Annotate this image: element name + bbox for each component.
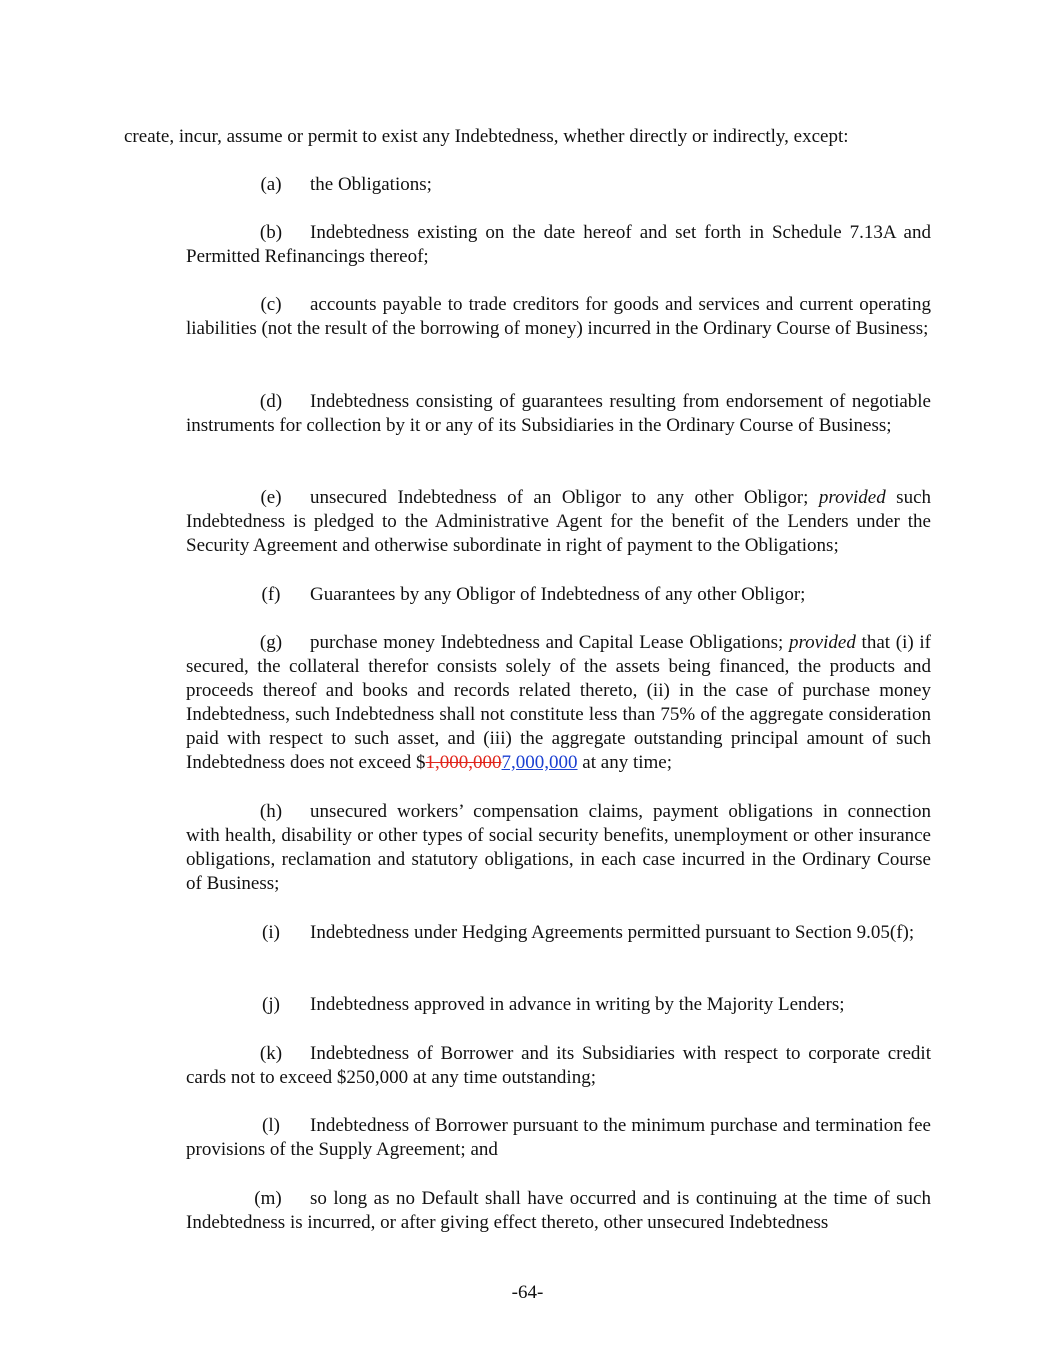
clause-label: (c)	[260, 294, 282, 315]
clause-label: (i)	[262, 922, 280, 943]
clause-h	[186, 800, 931, 896]
clause-label: (m)	[254, 1188, 282, 1209]
clause-l	[186, 1114, 931, 1162]
clause-k	[186, 1042, 931, 1090]
clause-text: unsecured workers’ compensation claims, payment obligations in connection with health, disability or other types of social security benefits, unemployment or other insurance obligations, reclamation and statutory obligations, in each case incurred in the Ordinary Course of Business;	[186, 801, 931, 894]
clause-label: (g)	[259, 632, 283, 653]
clause-text-pre: purchase money Indebtedness and Capital Lease Obligations;	[310, 632, 789, 653]
clause-j	[186, 993, 931, 1017]
clause-b	[186, 221, 931, 269]
clause-text: Indebtedness under Hedging Agreements permitted pursuant to Section 9.05(f);	[310, 922, 915, 943]
deleted-amount: 1,000,000	[425, 752, 502, 773]
clause-a	[186, 173, 931, 197]
clause-label: (j)	[262, 994, 280, 1015]
clause-text: Indebtedness approved in advance in writing by the Majority Lenders;	[310, 994, 845, 1015]
clause-f	[186, 583, 931, 607]
clause-c	[186, 293, 931, 341]
clause-label: (e)	[260, 487, 282, 508]
clause-emphasis: provided	[788, 632, 856, 653]
lead-paragraph: create, incur, assume or permit to exist any Indebtedness, whether directly or indirectly, except:	[124, 126, 849, 147]
clause-text: accounts payable to trade creditors for goods and services and current operating liabilities (not the result of the borrowing of money) incurred in the Ordinary Course of Business;	[186, 294, 931, 339]
clause-text-end: at any time;	[577, 752, 672, 773]
clause-text: Guarantees by any Obligor of Indebtedness of any other Obligor;	[310, 584, 806, 605]
clause-label: (k)	[259, 1043, 283, 1064]
clause-d	[186, 390, 931, 438]
clause-text: Indebtedness consisting of guarantees resulting from endorsement of negotiable instruments for collection by it or any of its Subsidiaries in the Ordinary Course of Business;	[186, 391, 931, 436]
clause-g	[186, 631, 931, 775]
page-number: -64-	[511, 1282, 544, 1303]
clause-label: (b)	[259, 222, 283, 243]
clause-text-pre: unsecured Indebtedness of an Obligor to any other Obligor;	[310, 487, 819, 508]
clause-label: (f)	[261, 584, 281, 605]
clause-text: Indebtedness existing on the date hereof and set forth in Schedule 7.13A and Permitted Refinancings thereof;	[186, 222, 931, 267]
clause-text: Indebtedness of Borrower and its Subsidiaries with respect to corporate credit cards not to exceed $250,000 at any time outstanding;	[186, 1043, 931, 1088]
clause-label: (h)	[259, 801, 283, 822]
clause-text: Indebtedness of Borrower pursuant to the minimum purchase and termination fee provisions of the Supply Agreement; and	[186, 1115, 931, 1160]
clause-m	[186, 1187, 931, 1235]
clause-text-post: such Indebtedness is pledged to the Administrative Agent for the benefit of the Lenders under the Security Agreement and otherwise subordinate in right of payment to the Obligations;	[186, 487, 932, 556]
inserted-amount: 7,000,000	[501, 752, 578, 773]
clause-e	[186, 486, 931, 558]
clause-text: so long as no Default shall have occurred and is continuing at the time of such Indebtedness is incurred, or after giving effect thereto, other unsecured Indebtedness	[186, 1188, 931, 1233]
clause-i	[186, 921, 931, 945]
clause-text: the Obligations;	[310, 174, 432, 195]
clause-label: (d)	[259, 391, 283, 412]
clause-label: (l)	[262, 1115, 280, 1136]
clause-label: (a)	[260, 174, 282, 195]
clause-emphasis: provided	[818, 487, 886, 508]
clause-text-post: that (i) if secured, the collateral therefor consists solely of the assets being financed, the products and proceeds thereof and books and records related thereto, (ii) in the case of purchase money Indebtedness, such Indebtedness shall not constitute less than 75% of the aggregate consideration paid with respect to such asset, and (iii) the aggregate outstanding principal amount of such Indebtedness does not exceed $	[186, 632, 932, 773]
